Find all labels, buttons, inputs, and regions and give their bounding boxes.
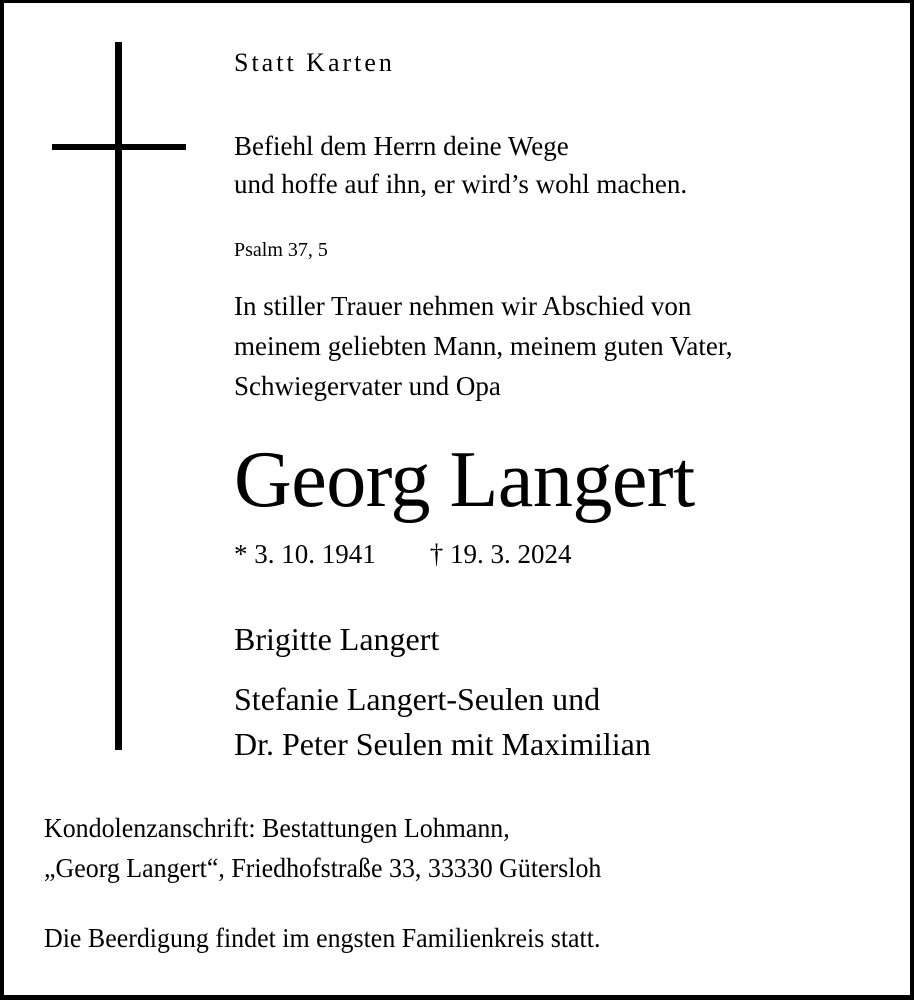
verse-line: und hoffe auf ihn, er wird’s wohl machen. xyxy=(234,169,688,199)
verse-line: Befiehl dem Herrn deine Wege xyxy=(234,131,569,161)
intro-text xyxy=(234,286,733,406)
survivor-spouse: Brigitte Langert xyxy=(234,621,440,657)
cross-horizontal-bar xyxy=(52,144,186,150)
intro-line: Schwiegervater und Opa xyxy=(234,371,501,401)
condolence-line: „Georg Langert“, Friedhofstraße 33, 33330 Gütersloh xyxy=(44,853,602,883)
burial-note: Die Beerdigung findet im engsten Familienkreis statt. xyxy=(44,923,601,953)
condolence-address xyxy=(44,808,601,888)
verse-reference: Psalm 37, 5 xyxy=(234,239,328,261)
bible-verse xyxy=(234,127,687,203)
survivor-line: Stefanie Langert-Seulen und xyxy=(234,681,601,717)
notice-header: Statt Karten xyxy=(234,48,395,77)
survivor-line: Dr. Peter Seulen mit Maximilian xyxy=(234,726,651,762)
birth-date: * 3. 10. 1941 xyxy=(234,539,376,569)
intro-line: In stiller Trauer nehmen wir Abschied von xyxy=(234,291,692,321)
deceased-name: Georg Langert xyxy=(234,436,695,524)
life-dates xyxy=(234,541,572,568)
condolence-line: Kondolenzanschrift: Bestattungen Lohmann, xyxy=(44,813,510,843)
death-date: † 19. 3. 2024 xyxy=(429,539,572,569)
survivor-family xyxy=(234,677,651,767)
intro-line: meinem geliebten Mann, meinem guten Vater, xyxy=(234,331,733,361)
